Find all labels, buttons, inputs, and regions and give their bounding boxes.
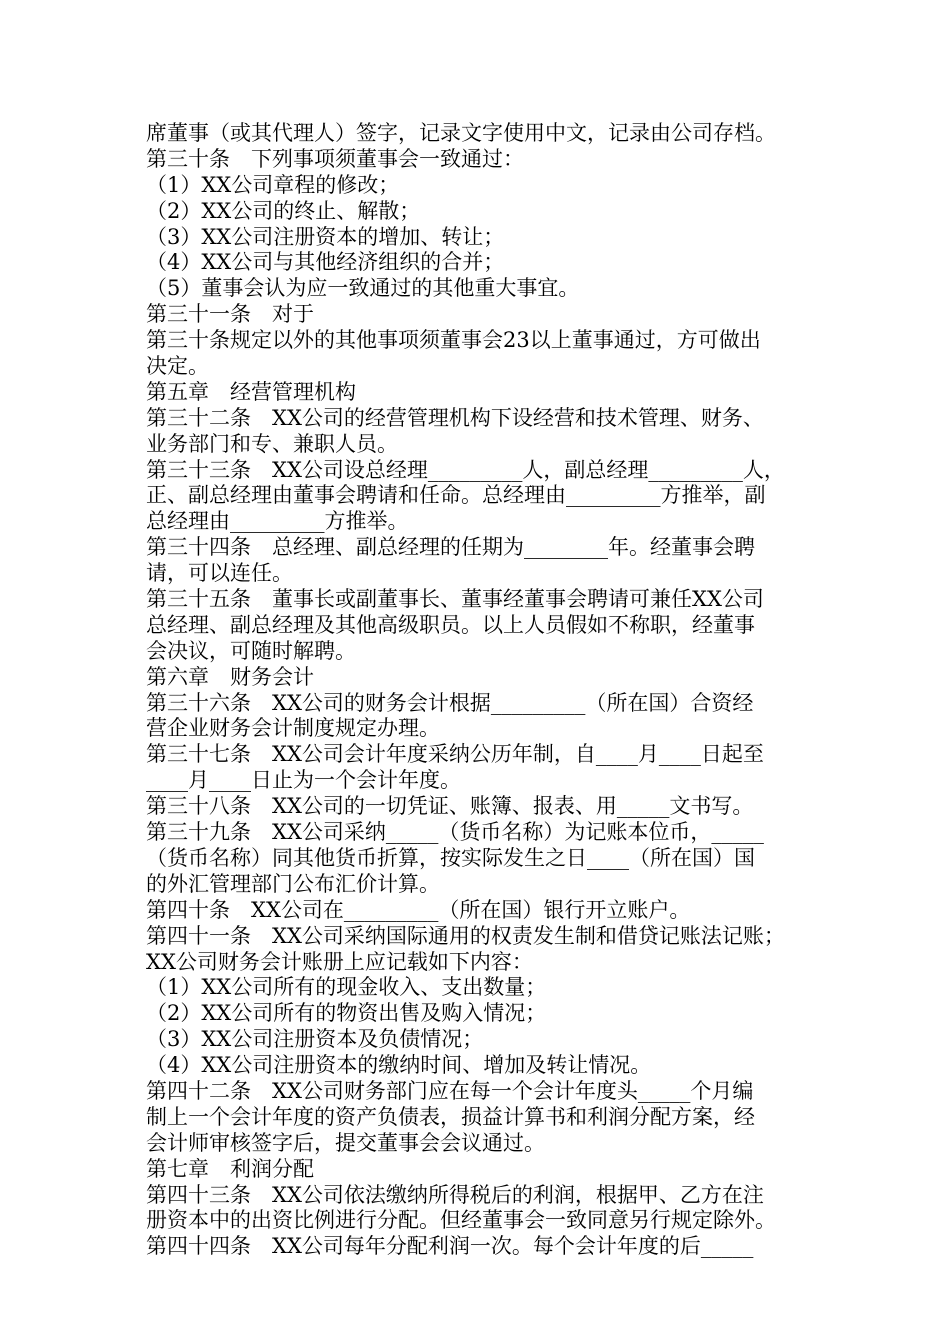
article-35: 第三十五条 董事长或副董事长、董事经董事会聘请可兼任XX公司 xyxy=(146,587,764,612)
text-line: （货币名称）同其他货币折算，按实际发生之日____（所在国）国 xyxy=(146,845,755,870)
list-item: （3）XX公司注册资本及负债情况； xyxy=(146,1027,484,1052)
article-36: 第三十六条 XX公司的财务会计根据_________（所在国）合资经 xyxy=(146,690,754,715)
text-line: 营企业财务会计制度规定办理。 xyxy=(146,716,440,741)
article-34: 第三十四条 总经理、副总经理的任期为________年。经董事会聘 xyxy=(146,535,755,560)
article-38: 第三十八条 XX公司的一切凭证、账簿、报表、用_____文书写。 xyxy=(146,794,754,819)
article-42: 第四十二条 XX公司财务部门应在每一个会计年度头_____个月编 xyxy=(146,1078,754,1103)
text-line: 总经理、副总经理及其他高级职员。以上人员假如不称职，经董事 xyxy=(146,612,755,637)
text-line: 席董事（或其代理人）签字，记录文字使用中文，记录由公司存档。 xyxy=(146,121,776,145)
text-line: 第三十条规定以外的其他事项须董事会23以上董事通过，方可做出 xyxy=(146,328,761,353)
text-line: 会决议，可随时解聘。 xyxy=(146,638,356,663)
text-line: 业务部门和专、兼职人员。 xyxy=(146,431,398,456)
list-item: （1）XX公司章程的修改； xyxy=(146,172,400,197)
text-line: 总经理由_________方推举。 xyxy=(146,509,409,534)
list-item: （3）XX公司注册资本的增加、转让； xyxy=(146,224,505,249)
article-43: 第四十三条 XX公司依法缴纳所得税后的利润，根据甲、乙方在注 xyxy=(146,1182,764,1207)
article-33: 第三十三条 XX公司设总经理_________人，副总经理_________人， xyxy=(146,457,785,482)
article-31-heading: 第三十一条 对于 xyxy=(146,302,314,327)
list-item: （2）XX公司的终止、解散； xyxy=(146,198,421,223)
article-44: 第四十四条 XX公司每年分配利润一次。每个会计年度的后_____ xyxy=(146,1234,754,1259)
article-30-heading: 第三十条 下列事项须董事会一致通过： xyxy=(146,146,524,171)
list-item: （2）XX公司所有的物资出售及购入情况； xyxy=(146,1001,547,1026)
article-39: 第三十九条 XX公司采纳_____（货币名称）为记账本位币，_____ xyxy=(146,820,764,845)
article-41: 第四十一条 XX公司采纳国际通用的权责发生制和借贷记账法记账； xyxy=(146,923,785,948)
chapter-6-heading: 第六章 财务会计 xyxy=(146,664,314,689)
text-line: ____月____日止为一个会计年度。 xyxy=(146,768,461,793)
article-40: 第四十条 XX公司在_________（所在国）银行开立账户。 xyxy=(146,897,691,922)
list-item: （4）XX公司注册资本的缴纳时间、增加及转让情况。 xyxy=(146,1053,652,1078)
chapter-5-heading: 第五章 经营管理机构 xyxy=(146,379,356,404)
text-line: 决定。 xyxy=(146,354,209,379)
article-32: 第三十二条 XX公司的经营管理机构下设经营和技术管理、财务、 xyxy=(146,405,764,430)
list-item: （4）XX公司与其他经济组织的合并； xyxy=(146,250,505,275)
list-item: （1）XX公司所有的现金收入、支出数量； xyxy=(146,975,547,1000)
chapter-7-heading: 第七章 利润分配 xyxy=(146,1156,314,1181)
article-37: 第三十七条 XX公司会计年度采纳公历年制，自____月____日起至 xyxy=(146,742,764,767)
list-item: （5）董事会认为应一致通过的其他重大事宜。 xyxy=(146,276,580,301)
text-line: XX公司财务会计账册上应记载如下内容： xyxy=(146,949,533,974)
text-line: 正、副总经理由董事会聘请和任命。总经理由_________方推举，副 xyxy=(146,483,766,508)
text-line: 制上一个会计年度的资产负债表，损益计算书和利润分配方案，经 xyxy=(146,1104,755,1129)
text-line: 册资本中的出资比例进行分配。但经董事会一致同意另行规定除外。 xyxy=(146,1208,776,1233)
document-body xyxy=(146,121,810,1260)
text-line: 的外汇管理部门公布汇价计算。 xyxy=(146,871,440,896)
text-line: 会计师审核签字后，提交董事会会议通过。 xyxy=(146,1130,545,1155)
text-line: 请，可以连任。 xyxy=(146,561,293,586)
